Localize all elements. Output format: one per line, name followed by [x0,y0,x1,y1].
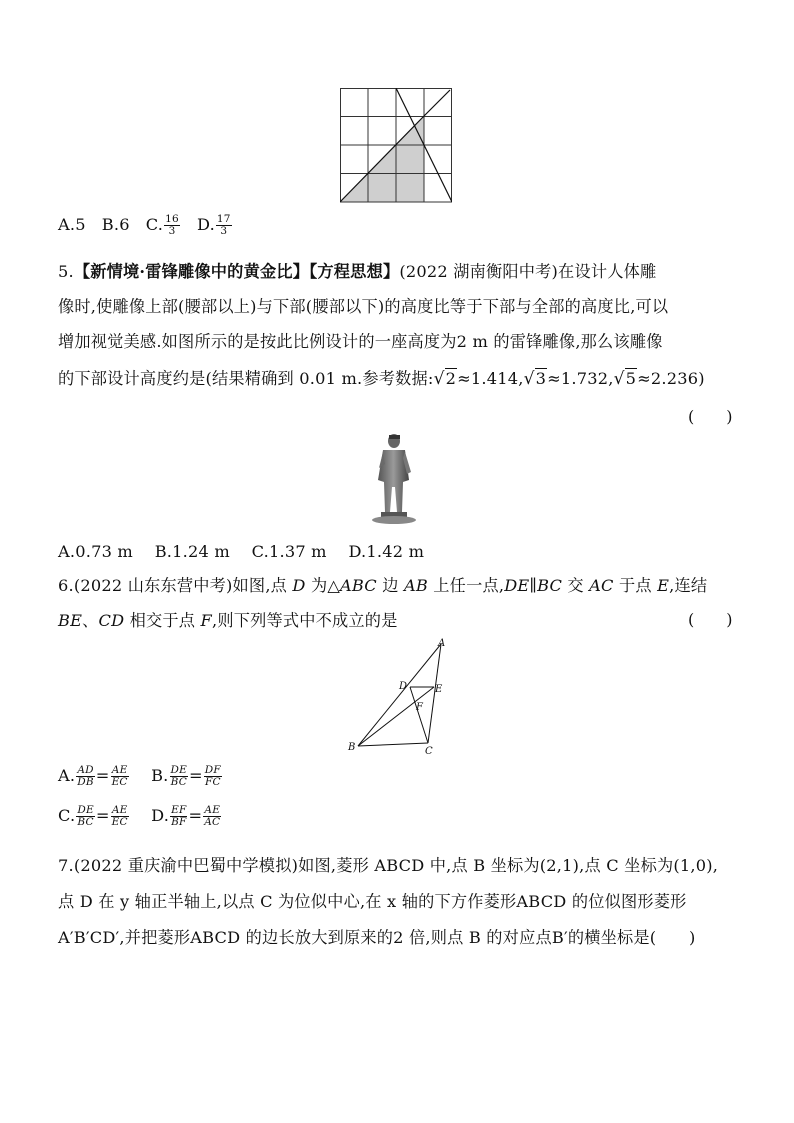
q7-line-2: 点 D 在 y 轴正半轴上,以点 C 为位似中心,在 x 轴的下方作菱形ABCD 的位似图形菱形 [58,892,687,911]
label-d: D [399,681,408,692]
q4-options [58,214,233,237]
q6-answer-blank[interactable]: ( ) [688,610,733,629]
triangle-abc-figure [344,636,454,756]
q6-line-2: BE、CD 相交于点 F,则下列等式中不成立的是 [58,611,398,630]
grid-triangle-figure [340,88,452,203]
q6-line-1: 6.(2022 山东东营中考)如图,点 D 为△ABC 边 AB 上任一点,DE∥BC 交 AC 于点 E,连结 [58,576,708,595]
q5-line-3: 增加视觉美感.如图所示的是按此比例设计的一座高度为2 m 的雷锋雕像,那么该雕像 [58,332,663,351]
q5-answer-blank[interactable]: ( ) [688,407,733,426]
q6-options-row-2 [58,805,222,828]
label-f: F [416,702,423,713]
q5-tag-context: 【新情境·雷锋雕像中的黄金比】 [73,262,310,281]
q7-line-3: A′B′CD′,并把菱形ABCD 的边长放大到原来的2 倍,则点 B 的对应点B′的横坐标是( ) [58,928,696,947]
q6-options-row-1 [58,765,223,788]
q6-option-d[interactable]: D. $\frac{EF}{BF}$ = $\frac{AE}{AC}$ [151,804,221,828]
q5-tag-method: 【方程思想】 [309,262,400,281]
q6-option-c[interactable]: C. $\frac{DE}{BC}$ = $\frac{AE}{EC}$ [58,804,128,828]
q4-option-c[interactable]: C. $\frac{16}{3}$ [145,213,179,237]
q4-option-d[interactable]: D. $\frac{17}{3}$ [196,213,231,237]
q4-option-b[interactable]: B.6 [101,215,130,234]
q5-line-1: 5.【新情境·雷锋雕像中的黄金比】【方程思想】(2022 湖南衡阳中考)在设计人体雕 [58,262,657,281]
lei-feng-statue-image [369,432,417,526]
label-b: B [348,742,356,753]
q5-line-4: 的下部设计高度约是(结果精确到 0.01 m.参考数据:√2≈1.414,√3≈1.732,√5≈2.236) [58,369,705,389]
q7-line-1: 7.(2022 重庆渝中巴蜀中学模拟)如图,菱形 ABCD 中,点 B 坐标为(2,1),点 C 坐标为(1,0), [58,856,719,875]
q4-option-a[interactable]: A.5 [58,215,86,234]
q6-option-a[interactable]: A. $\frac{AD}{DB}$ = $\frac{AE}{EC}$ [58,764,128,788]
q5-options[interactable]: A.0.73 m B.1.24 m C.1.37 m D.1.42 m [58,542,425,561]
label-c: C [425,746,433,756]
label-e: E [435,684,443,695]
label-a: A [438,638,446,649]
q6-option-b[interactable]: B. $\frac{DE}{BC}$ = $\frac{DF}{FC}$ [151,764,221,788]
q5-line-2: 像时,使雕像上部(腰部以上)与下部(腰部以下)的高度比等于下部与全部的高度比,可以 [58,297,669,316]
